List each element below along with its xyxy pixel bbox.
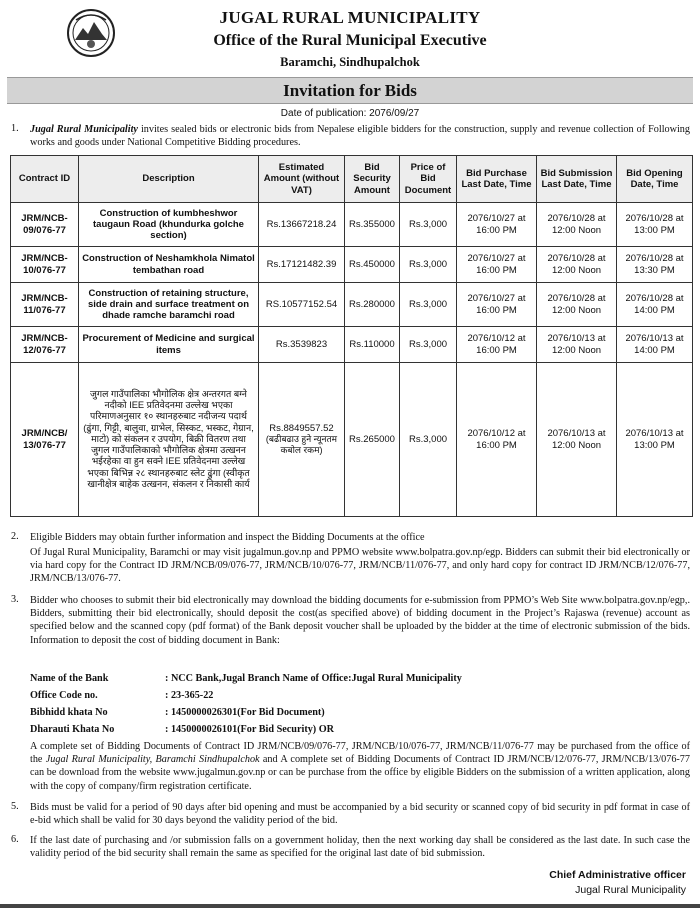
contract-id: JRM/NCB-10/076-77 (11, 247, 79, 283)
purchase-date: 2076/10/27 at 16:00 PM (457, 247, 537, 283)
purchase-date: 2076/10/12 at 16:00 PM (457, 327, 537, 363)
bibhidd-khata-label: Bibhidd khata No (30, 707, 108, 718)
table-row (11, 247, 693, 283)
document-price: Rs.3,000 (400, 283, 457, 327)
bibhidd-khata-value: : 1450000026301(For Bid Document) (165, 707, 325, 718)
estimated-amount: Rs.3539823 (259, 327, 345, 363)
opening-date: 2076/10/28 at 14:00 PM (617, 283, 693, 327)
bottom-rule (0, 904, 700, 908)
submission-date: 2076/10/13 at 12:00 Noon (537, 363, 617, 517)
amount-note: (बढीबढाउ हुने न्यूनतम कबोल रकम) (265, 433, 338, 456)
document-price: Rs.3,000 (400, 363, 457, 517)
para4-text (30, 740, 690, 793)
bid-security: Rs.355000 (345, 203, 400, 247)
description: Procurement of Medicine and surgical items (79, 327, 259, 363)
signatory-org: Jugal Rural Municipality (575, 884, 686, 896)
bid-security: Rs.280000 (345, 283, 400, 327)
estimated-amount: Rs.17121482.39 (259, 247, 345, 283)
contract-id: JRM/NCB-11/076-77 (11, 283, 79, 327)
submission-date: 2076/10/28 at 12:00 Noon (537, 283, 617, 327)
municipality-name: JUGAL RURAL MUNICIPALITY (219, 8, 481, 27)
para1-number: 1. (11, 123, 19, 134)
col-header-estimated-amount: Estimated Amount (without VAT) (259, 156, 345, 203)
col-header-description: Description (79, 156, 259, 203)
submission-date: 2076/10/28 at 12:00 Noon (537, 203, 617, 247)
col-header-bid-security: Bid Security Amount (345, 156, 400, 203)
estimated-amount: Rs.13667218.24 (259, 203, 345, 247)
para4-post: and A complete set of Bidding Documents of Contract ID JRM/NCB/12/076-77, JRM/NCB/13/076-77 can be download from the website www.jugalmun.gov.np or can be purchase from the office by eligible Bidders on the submission of a written application, along with the copy of company/firm registration certificate. (30, 754, 690, 792)
estimated-amount: RS.10577152.54 (259, 283, 345, 327)
office-code-value: : 23-365-22 (165, 690, 214, 701)
col-header-contract-id: Contract ID (11, 156, 79, 203)
dharauti-khata-value: : 1450000026101(For Bid Security) OR (165, 724, 335, 735)
bid-security: Rs.450000 (345, 247, 400, 283)
office-address: Baramchi, Sindhupalchok (280, 55, 420, 69)
para6-number: 6. (11, 834, 19, 845)
signatory-title: Chief Administrative officer (549, 869, 686, 881)
para1-lead: Jugal Rural Municipality (30, 124, 138, 135)
table-row (11, 363, 693, 517)
para2-body: Of Jugal Rural Municipality, Baramchi or may visit jugalmun.gov.np and PPMO website www.bolpatra.gov.np/egp. Bidders can submit their bid electronically or via hard copy for the Contract ID JRM/NCB/09/076-77, JRM/NCB/10/076-77, JRM/NCB/11/076-77, and only hard copy for contract ID JRM/NCB/12/076-77, JRM/NCB/13/076-77. (30, 547, 690, 585)
para4-italic: Jugal Rural Municipality, Baramchi Sindhupalchok (45, 754, 260, 766)
description: Construction of retaining structure, side drain and surface treatment on dhade ramche baramchi road (79, 283, 259, 327)
document-price: Rs.3,000 (400, 247, 457, 283)
para5-text: Bids must be valid for a period of 90 days after bid opening and must be accompanied by a bid security or scanned copy of bid security in pdf format in case of e-bid which shall be valid for 30 days beyond the validity period of the bid. (30, 802, 690, 827)
dharauti-khata-label: Dharauti Khata No (30, 724, 115, 735)
table-row (11, 327, 693, 363)
para4-pre: A complete set of Bidding Documents of Contract ID JRM/NCB/09/076-77, JRM/NCB/10/076-77, JRM/NCB/11/076-77 may be purchased from the office of the (30, 741, 690, 766)
para6-text: If the last date of purchasing and /or submission falls on a government holiday, then the next working day shall be considered as the last date. In such case the validity period of the bid security shall remain the same as specified for the original last date of bid submission. (30, 835, 690, 860)
purchase-date: 2076/10/27 at 16:00 PM (457, 283, 537, 327)
opening-date: 2076/10/13 at 13:00 PM (617, 363, 693, 517)
table-row (11, 203, 693, 247)
opening-date: 2076/10/28 at 13:00 PM (617, 203, 693, 247)
document-price: Rs.3,000 (400, 203, 457, 247)
opening-date: 2076/10/28 at 13:30 PM (617, 247, 693, 283)
estimated-amount: Rs.8849557.52 (269, 422, 334, 434)
description: जुगल गाउँपालिका भौगोलिक क्षेत्र अन्तरगत बग्ने नदीको IEE प्रतिवेदनमा उल्लेख भएका परिमाणअनुसार १० स्थानहरुबाट नदीजन्य पदार्थ (ढुंगा, गिट्टी, बालुवा, ग्राभेल, सिस्कट, भस्कट, गेग्रान, माटो) को संकलन र उपयोग, बिक्री वितरण तथा जुगल गाउँपालिकाको भौगोलिक क्षेत्रमा उत्खनन भईरहेका वा हुन सक्ने IEE प्रतिवेदनमा उल्लेख भएका बिभिन्न २८ स्थानहरुबाट स्लेट ढुंगा (स्वीकृत खानीक्षेत्र बाहेक उत्खनन, संकलन र निकासी कार्य (79, 363, 259, 517)
document-price: Rs.3,000 (400, 327, 457, 363)
bid-security: Rs.265000 (345, 363, 400, 517)
para3-number: 3. (11, 594, 19, 605)
col-header-bid-submission: Bid Submission Last Date, Time (537, 156, 617, 203)
para5-number: 5. (11, 801, 19, 812)
contract-id: JRM/NCB/ 13/076-77 (11, 363, 79, 517)
para2-number: 2. (11, 531, 19, 542)
purchase-date: 2076/10/12 at 16:00 PM (457, 363, 537, 517)
estimated-amount-cell (259, 363, 345, 517)
submission-date: 2076/10/13 at 12:00 Noon (537, 327, 617, 363)
contract-id: JRM/NCB-12/076-77 (11, 327, 79, 363)
table-header-row (11, 156, 693, 203)
bank-name-value: : NCC Bank,Jugal Branch Name of Office:Jugal Rural Municipality (165, 673, 462, 684)
purchase-date: 2076/10/27 at 16:00 PM (457, 203, 537, 247)
para3-text: Bidder who chooses to submit their bid electronically may download the bidding documents for e-submission from PPMO’s Web Site www.bolpatra.gov.np/egp,. Bidders, submitting their bid electronically, should deposit the cost(as specified above) of bidding document in the Project’s Rajaswa (revenue) account as specified below and the scanned copy (pdf format) of the Bank deposit voucher shall be uploaded by the bidder at the time of electronic submission of the bids. Information to deposit the cost of bidding document in Bank: (30, 595, 690, 646)
para1-text (30, 123, 690, 149)
contract-id: JRM/NCB-09/076-77 (11, 203, 79, 247)
office-code-label: Office Code no. (30, 690, 98, 701)
opening-date: 2076/10/13 at 14:00 PM (617, 327, 693, 363)
bid-security: Rs.110000 (345, 327, 400, 363)
description: Construction of kumbheshwor taugaun Road (khundurka golche section) (79, 203, 259, 247)
col-header-bid-purchase: Bid Purchase Last Date, Time (457, 156, 537, 203)
col-header-price-bid-document: Price of Bid Document (400, 156, 457, 203)
notice-title: Invitation for Bids (7, 77, 693, 104)
bids-table (10, 155, 693, 517)
description: Construction of Neshamkhola Nimatol tembathan road (79, 247, 259, 283)
para1-rest: invites sealed bids or electronic bids from Nepalese eligible bidders for the construction, supply and revenue collection of Following works and goods under National Competitive Bidding procedures. (30, 124, 690, 149)
publication-date: Date of publication: 2076/09/27 (280, 108, 420, 119)
col-header-bid-opening: Bid Opening Date, Time (617, 156, 693, 203)
table-row (11, 283, 693, 327)
submission-date: 2076/10/28 at 12:00 Noon (537, 247, 617, 283)
bank-name-label: Name of the Bank (30, 673, 109, 684)
office-name: Office of the Rural Municipal Executive (213, 32, 487, 49)
para2-line1: Eligible Bidders may obtain further information and inspect the Bidding Documents at the office (30, 532, 425, 543)
